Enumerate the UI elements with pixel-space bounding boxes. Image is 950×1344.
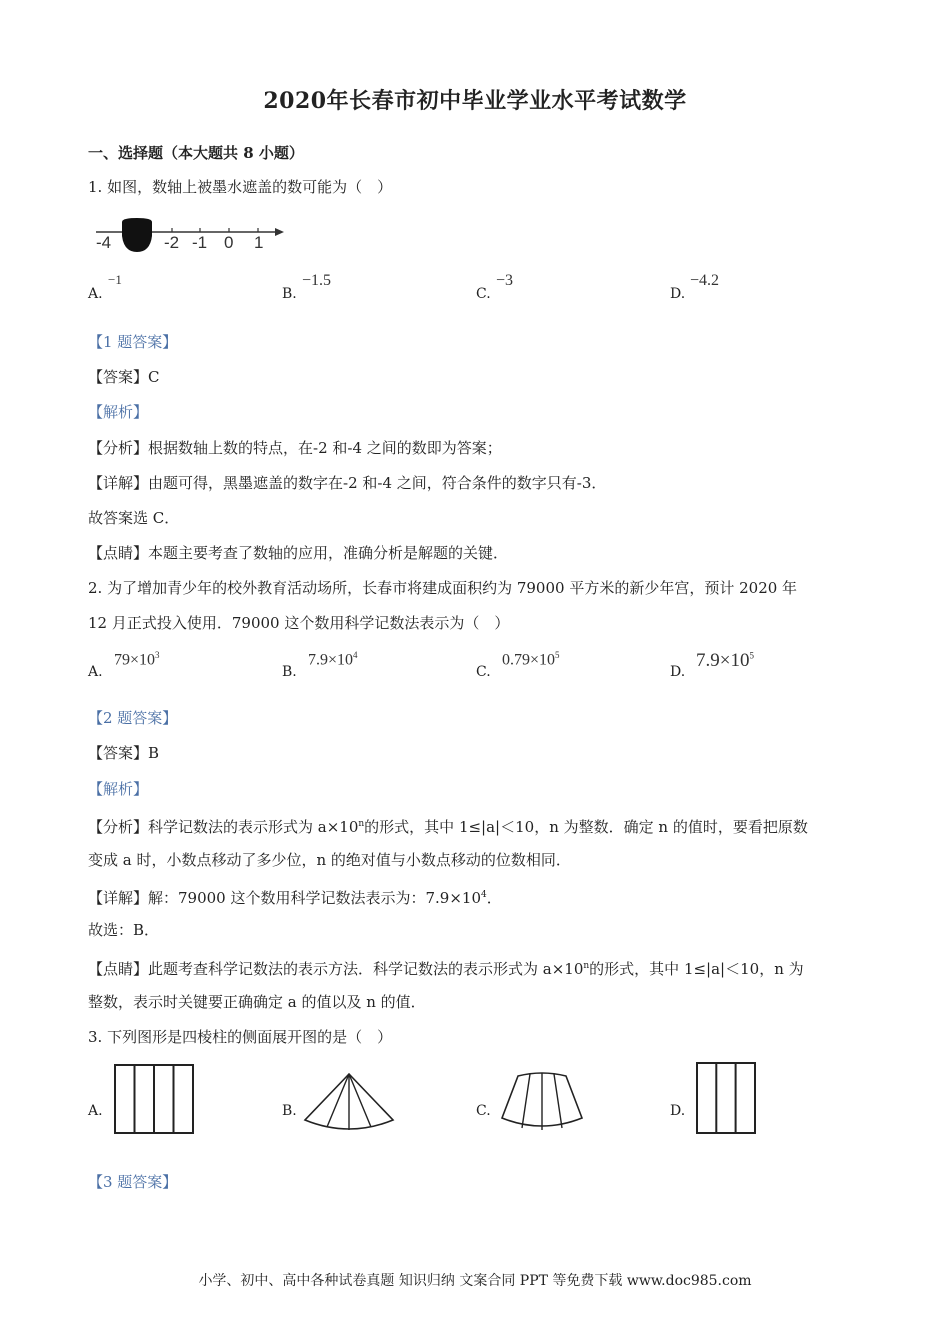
q2-option-b[interactable]: B. $7.9\times 10^4$ [282,650,358,680]
q2-analysis-line2: 变成 a 时，小数点移动了多少位，n 的绝对值与小数点移动的位数相同． [88,851,571,869]
q3-stem: 3. 下列图形是四棱柱的侧面展开图的是（ ） [88,1028,393,1046]
q2-comment-line2: 整数，表示时关键要正确确定 a 的值以及 n 的值． [88,993,426,1011]
q1-analysis-header: 【解析】 [88,403,149,421]
q2-answer-header: 【2 题答案】 [88,709,178,727]
q2-analysis-header: 【解析】 [88,780,149,798]
q3-option-d[interactable]: D. [670,1103,686,1119]
q1-option-b[interactable]: B. −1.5 [282,272,332,302]
ink-blot [122,218,152,252]
q2-option-c[interactable]: C. $0.79\times 10^5$ [476,650,560,680]
q3-figure-b [303,1072,397,1134]
q3-figure-c [500,1072,584,1134]
page-title: 2020年长春市初中毕业学业水平考试数学 [263,88,687,114]
axis-label: -2 [164,233,180,252]
axis-label: 1 [254,233,264,252]
q2-comment: 【点睛】此题考查科学记数法的表示方法．科学记数法的表示形式为 $a\times 10^n$的形式，其中 1≤|a|＜10，n 为 [88,960,804,978]
q3-answer-header: 【3 题答案】 [88,1173,178,1191]
q1-conclusion: 故答案选 C． [88,509,180,527]
section-heading: 一、选择题（本大题共 8 小题） [88,144,304,162]
number-line-figure [92,218,292,258]
q3-option-b[interactable]: B. [282,1103,297,1119]
q2-conclusion: 故选：B． [88,921,160,939]
q3-figure-d [696,1062,758,1136]
q2-option-d[interactable]: D. $7.9\times 10^5$ [670,650,754,680]
q2-detail: 【详解】解：79000 这个数用科学记数法表示为：$7.9\times 10^4$． [88,889,502,907]
q3-option-c[interactable]: C. [476,1103,491,1119]
q2-stem-line1: 2. 为了增加青少年的校外教育活动场所，长春市将建成面积约为 79000 平方米的新少年宫，预计 2020 年 [88,579,798,597]
q3-option-a[interactable]: A. [88,1103,103,1119]
q1-detail: 【详解】由题可得，黑墨遮盖的数字在-2 和-4 之间，符合条件的数字只有-3． [88,474,607,492]
q1-option-a[interactable]: A. −1 [88,272,122,302]
q1-option-c[interactable]: C. −3 [476,272,514,302]
axis-label: -1 [192,233,208,252]
axis-label: 0 [224,233,234,252]
q2-answer: 【答案】B [88,744,160,762]
q2-stem-line2: 12 月正式投入使用．79000 这个数用科学记数法表示为（ ） [88,614,510,632]
page-footer: 小学、初中、高中各种试卷真题 知识归纳 文案合同 PPT 等免费下载 www.doc985.com [198,1273,752,1289]
q2-analysis: 【分析】科学记数法的表示形式为 $a\times 10^n$的形式，其中 1≤|a|＜10，n 为整数．确定 n 的值时，要看把原数 [88,818,808,836]
q1-option-d[interactable]: D. −4.2 [670,272,720,302]
q3-figure-a [114,1064,196,1136]
q1-comment: 【点睛】本题主要考查了数轴的应用，准确分析是解题的关键． [88,544,509,562]
q2-option-a[interactable]: A. $79\times 10^3$ [88,650,160,680]
axis-label: -4 [96,233,112,252]
q1-stem: 1. 如图，数轴上被墨水遮盖的数可能为（ ） [88,178,393,196]
q1-analysis: 【分析】根据数轴上数的特点，在-2 和-4 之间的数即为答案； [88,439,502,457]
q1-answer: 【答案】C [88,368,160,386]
q1-answer-header: 【1 题答案】 [88,333,178,351]
